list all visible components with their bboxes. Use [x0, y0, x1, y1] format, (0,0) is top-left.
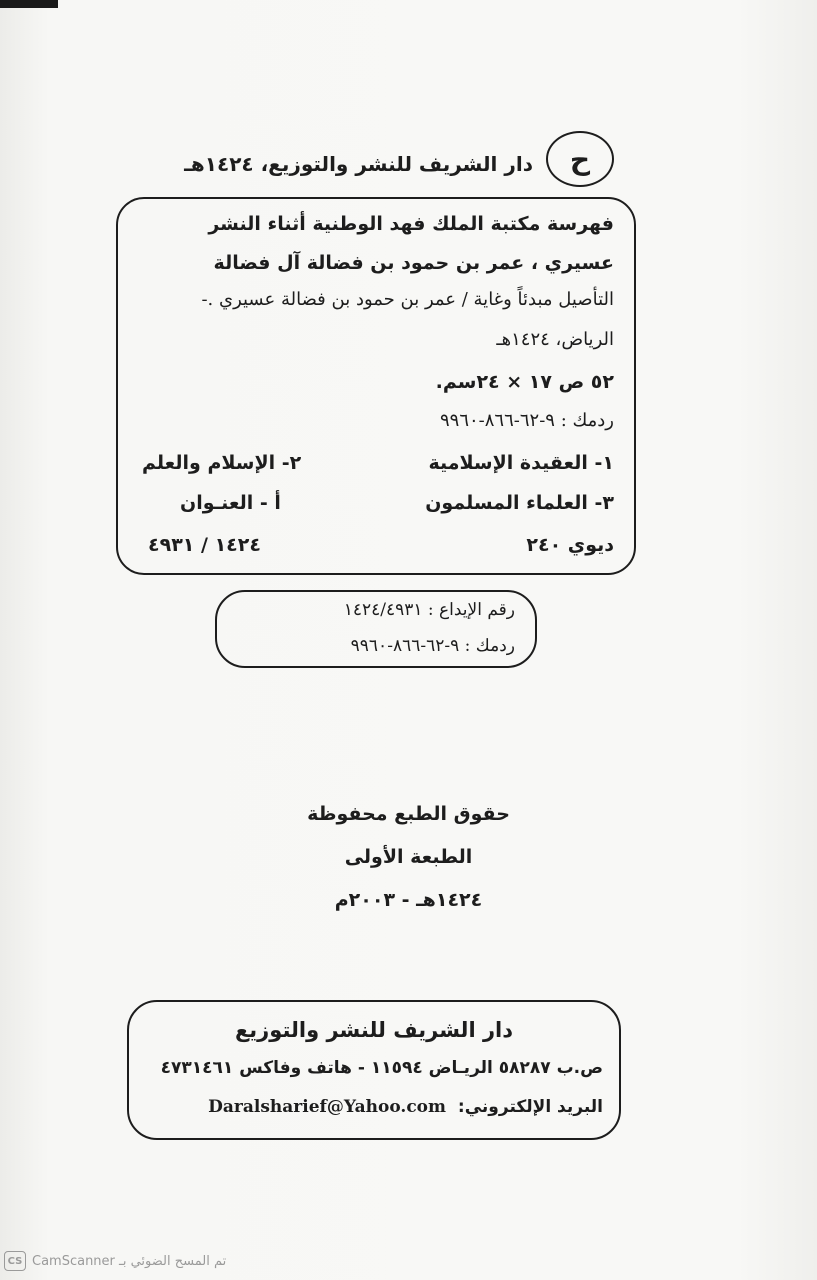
catalog-place-date: الرياض، ١٤٢٤هـ [496, 329, 614, 350]
catalog-subject-title: أ - العنـوان [180, 492, 281, 514]
catalog-deposit-ref: ١٤٢٤ / ٤٩٣١ [148, 534, 261, 556]
publisher-info-box [127, 1000, 621, 1140]
scan-edge-mark [0, 0, 58, 8]
catalog-title: فهرسة مكتبة الملك فهد الوطنية أثناء النشر [208, 213, 614, 235]
catalog-subject-3: ٣- العلماء المسلمون [425, 492, 614, 514]
catalog-author: عسيري ، عمر بن حمود بن فضالة آل فضالة [213, 252, 614, 274]
deposit-number: رقم الإيداع : ١٤٢٤/٤٩٣١ [343, 600, 515, 620]
camscanner-text: تم المسح الضوئي بـ CamScanner [32, 1253, 227, 1269]
catalog-subject-2: ٢- الإسلام والعلم [142, 452, 302, 474]
email-address: Daralsharief@Yahoo.com [208, 1097, 446, 1117]
catalog-book-title: التأصيل مبدئاً وغاية / عمر بن حمود بن فضالة عسيري .- [201, 289, 614, 310]
camscanner-watermark [4, 1250, 226, 1272]
publisher-copyright-line: دار الشريف للنشر والتوزيع، ١٤٢٤هـ [184, 152, 533, 176]
deposit-box [215, 590, 537, 668]
edition-year: ١٤٢٤هـ - ٢٠٠٣م [334, 889, 483, 911]
copyright-symbol: ح [546, 131, 614, 187]
rights-reserved: حقوق الطبع محفوظة [307, 803, 510, 825]
catalog-subject-1: ١- العقيدة الإسلامية [428, 452, 614, 474]
email-label: البريد الإلكتروني: [457, 1097, 603, 1117]
catalog-pages: ٥٢ ص ١٧ × ٢٤سم. [435, 371, 614, 393]
deposit-isbn: ردمك : ٩-٦٢-٨٦٦-٩٩٦٠ [350, 636, 515, 656]
camscanner-logo-icon: CS [4, 1251, 26, 1271]
publisher-email-row [208, 1097, 603, 1117]
edition-label: الطبعة الأولى [344, 846, 473, 868]
publisher-name: دار الشريف للنشر والتوزيع [234, 1018, 514, 1042]
catalog-box [116, 197, 636, 575]
catalog-isbn: ردمك : ٩-٦٢-٨٦٦-٩٩٦٠ [439, 410, 614, 431]
publisher-address: ص.ب ٥٨٢٨٧ الريـاض ١١٥٩٤ - هاتف وفاكس ٤٧٣١٤٦١ [160, 1058, 603, 1078]
catalog-dewey: ديوي ٢٤٠ [526, 534, 614, 556]
